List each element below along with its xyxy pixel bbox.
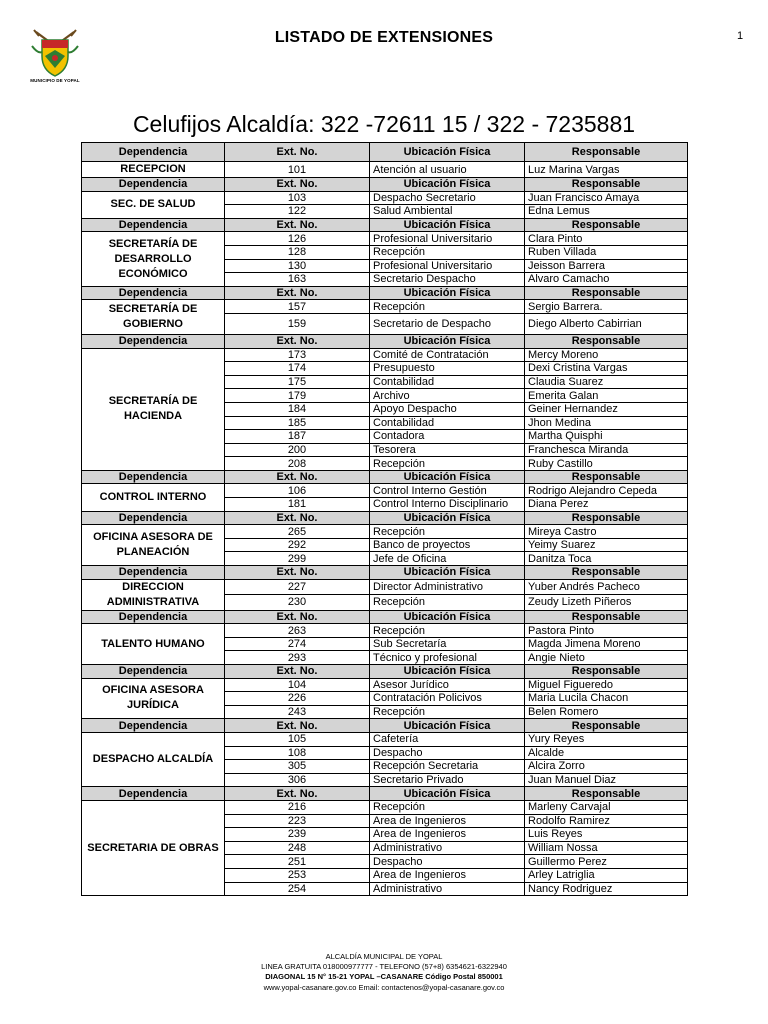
location-cell: Control Interno Gestión — [370, 484, 525, 498]
location-cell: Despacho — [370, 746, 525, 760]
column-header: Ext. No. — [225, 286, 370, 300]
table-row — [82, 624, 688, 638]
responsible-cell: Luz Marina Vargas — [525, 162, 688, 178]
column-header: Ext. No. — [225, 665, 370, 679]
extension-cell: 248 — [225, 841, 370, 855]
extension-cell: 163 — [225, 273, 370, 287]
dependencia-cell: SECRETARÍA DE GOBIERNO — [82, 300, 225, 335]
column-header: Dependencia — [82, 143, 225, 162]
table-header-row — [82, 218, 688, 232]
column-header: Dependencia — [82, 787, 225, 801]
extension-cell: 101 — [225, 162, 370, 178]
extension-cell: 299 — [225, 552, 370, 566]
table-row — [82, 484, 688, 498]
responsible-cell: Yuber Andrés Pacheco — [525, 579, 688, 595]
table-header-row — [82, 334, 688, 348]
responsible-cell: Geiner Hernandez — [525, 402, 688, 416]
table-header-row — [82, 286, 688, 300]
extension-cell: 126 — [225, 232, 370, 246]
column-header: Dependencia — [82, 178, 225, 192]
responsible-cell: Juan Manuel Diaz — [525, 773, 688, 787]
extension-cell: 274 — [225, 637, 370, 651]
table-header-row — [82, 566, 688, 580]
column-header: Ubicación Física — [370, 178, 525, 192]
table-row — [82, 191, 688, 205]
responsible-cell: Pastora Pinto — [525, 624, 688, 638]
dependencia-cell: SECRETARIA DE OBRAS — [82, 800, 225, 895]
responsible-cell: Nancy Rodriguez — [525, 882, 688, 896]
extension-cell: 253 — [225, 868, 370, 882]
location-cell: Salud Ambiental — [370, 205, 525, 219]
extension-cell: 185 — [225, 416, 370, 430]
column-header: Responsable — [525, 286, 688, 300]
page-number: 1 — [737, 30, 744, 42]
column-header: Ubicación Física — [370, 787, 525, 801]
location-cell: Despacho — [370, 855, 525, 869]
column-header: Responsable — [525, 511, 688, 525]
column-header: Responsable — [525, 218, 688, 232]
footer-org: ALCALDÍA MUNICIPAL DE YOPAL — [325, 952, 443, 961]
location-cell: Recepción — [370, 595, 525, 611]
extension-cell: 173 — [225, 348, 370, 362]
extension-cell: 128 — [225, 245, 370, 259]
responsible-cell: Sergio Barrera. — [525, 300, 688, 314]
responsible-cell: Franchesca Miranda — [525, 443, 688, 457]
dependencia-cell: DESPACHO ALCALDÍA — [82, 732, 225, 786]
responsible-cell: Mercy Moreno — [525, 348, 688, 362]
responsible-cell: Diana Perez — [525, 498, 688, 512]
location-cell: Secretario Privado — [370, 773, 525, 787]
responsible-cell: Angie Nieto — [525, 651, 688, 665]
dependencia-cell: OFICINA ASESORA JURÍDICA — [82, 678, 225, 719]
responsible-cell: Guillermo Perez — [525, 855, 688, 869]
responsible-cell: Ruby Castillo — [525, 457, 688, 471]
extension-cell: 179 — [225, 389, 370, 403]
table-row — [82, 579, 688, 595]
location-cell: Despacho Secretario — [370, 191, 525, 205]
extension-cell: 184 — [225, 402, 370, 416]
extensions-table — [81, 142, 688, 896]
column-header: Responsable — [525, 719, 688, 733]
responsible-cell: Edna Lemus — [525, 205, 688, 219]
dependencia-cell: DIRECCION ADMINISTRATIVA — [82, 579, 225, 610]
responsible-cell: Rodolfo Ramirez — [525, 814, 688, 828]
responsible-cell: Arley Latriglia — [525, 868, 688, 882]
extension-cell: 187 — [225, 430, 370, 444]
responsible-cell: Emerita Galan — [525, 389, 688, 403]
location-cell: Archivo — [370, 389, 525, 403]
location-cell: Profesional Universitario — [370, 259, 525, 273]
column-header: Ext. No. — [225, 787, 370, 801]
location-cell: Administrativo — [370, 882, 525, 896]
column-header: Ubicación Física — [370, 334, 525, 348]
location-cell: Area de Ingenieros — [370, 814, 525, 828]
location-cell: Tesorera — [370, 443, 525, 457]
column-header: Responsable — [525, 665, 688, 679]
location-cell: Recepción — [370, 525, 525, 539]
column-header: Responsable — [525, 334, 688, 348]
location-cell: Recepción — [370, 245, 525, 259]
responsible-cell: Yury Reyes — [525, 732, 688, 746]
column-header: Dependencia — [82, 218, 225, 232]
table-header-row — [82, 178, 688, 192]
column-header: Dependencia — [82, 511, 225, 525]
location-cell: Sub Secretaría — [370, 637, 525, 651]
extension-cell: 104 — [225, 678, 370, 692]
location-cell: Asesor Jurídico — [370, 678, 525, 692]
location-cell: Atención al usuario — [370, 162, 525, 178]
location-cell: Secretario Despacho — [370, 273, 525, 287]
location-cell: Banco de proyectos — [370, 538, 525, 552]
column-header: Responsable — [525, 610, 688, 624]
responsible-cell: Rodrigo Alejandro Cepeda — [525, 484, 688, 498]
location-cell: Apoyo Despacho — [370, 402, 525, 416]
location-cell: Recepción — [370, 705, 525, 719]
location-cell: Administrativo — [370, 841, 525, 855]
table-row — [82, 162, 688, 178]
table-header-row — [82, 511, 688, 525]
extension-cell: 223 — [225, 814, 370, 828]
extension-cell: 208 — [225, 457, 370, 471]
extension-cell: 263 — [225, 624, 370, 638]
location-cell: Recepción — [370, 457, 525, 471]
column-header: Ubicación Física — [370, 665, 525, 679]
extension-cell: 175 — [225, 375, 370, 389]
table-header-row — [82, 665, 688, 679]
dependencia-cell: CONTROL INTERNO — [82, 484, 225, 511]
table-header-row — [82, 719, 688, 733]
responsible-cell: Mireya Castro — [525, 525, 688, 539]
table-row — [82, 525, 688, 539]
column-header: Dependencia — [82, 470, 225, 484]
column-header: Dependencia — [82, 334, 225, 348]
extension-cell: 106 — [225, 484, 370, 498]
responsible-cell: Miguel Figueredo — [525, 678, 688, 692]
column-header: Dependencia — [82, 719, 225, 733]
location-cell: Presupuesto — [370, 362, 525, 376]
responsible-cell: Danitza Toca — [525, 552, 688, 566]
column-header: Dependencia — [82, 286, 225, 300]
footer-phone: LINEA GRATUITA 018000977777 - TELEFONO (57+8) 6354621-6322940 — [261, 962, 507, 972]
location-cell: Director Administrativo — [370, 579, 525, 595]
location-cell: Recepción — [370, 624, 525, 638]
location-cell: Recepción — [370, 300, 525, 314]
dependencia-cell: OFICINA ASESORA DE PLANEACIÓN — [82, 525, 225, 566]
extension-cell: 227 — [225, 579, 370, 595]
document-title: LISTADO DE EXTENSIONES — [274, 29, 494, 46]
column-header: Dependencia — [82, 566, 225, 580]
location-cell: Contadora — [370, 430, 525, 444]
column-header: Ext. No. — [225, 719, 370, 733]
dependencia-cell: RECEPCION — [82, 162, 225, 178]
extension-cell: 226 — [225, 692, 370, 706]
table-row — [82, 800, 688, 814]
location-cell: Jefe de Oficina — [370, 552, 525, 566]
column-header: Ubicación Física — [370, 218, 525, 232]
extension-cell: 122 — [225, 205, 370, 219]
extension-cell: 105 — [225, 732, 370, 746]
location-cell: Comité de Contratación — [370, 348, 525, 362]
location-cell: Técnico y profesional — [370, 651, 525, 665]
column-header: Ubicación Física — [370, 143, 525, 162]
extension-cell: 239 — [225, 828, 370, 842]
column-header: Ubicación Física — [370, 470, 525, 484]
column-header: Ubicación Física — [370, 511, 525, 525]
extension-cell: 181 — [225, 498, 370, 512]
location-cell: Contabilidad — [370, 416, 525, 430]
table-header-row — [82, 470, 688, 484]
location-cell: Area de Ingenieros — [370, 868, 525, 882]
dependencia-cell: SECRETARÍA DE HACIENDA — [82, 348, 225, 470]
responsible-cell: Alcira Zorro — [525, 760, 688, 774]
celufijos-headline: Celufijos Alcaldía: 322 -72611 15 / 322 - 7235881 — [132, 111, 636, 137]
responsible-cell: Jhon Medina — [525, 416, 688, 430]
column-header: Dependencia — [82, 665, 225, 679]
column-header: Ext. No. — [225, 610, 370, 624]
column-header: Ubicación Física — [370, 719, 525, 733]
dependencia-cell: SECRETARÍA DE DESARROLLO ECONÓMICO — [82, 232, 225, 286]
column-header: Responsable — [525, 787, 688, 801]
extension-cell: 292 — [225, 538, 370, 552]
column-header: Ubicación Física — [370, 566, 525, 580]
responsible-cell: Ruben Villada — [525, 245, 688, 259]
column-header: Responsable — [525, 143, 688, 162]
responsible-cell: Alcalde — [525, 746, 688, 760]
column-header: Ext. No. — [225, 143, 370, 162]
table-row — [82, 300, 688, 314]
extension-cell: 254 — [225, 882, 370, 896]
location-cell: Contratación Policivos — [370, 692, 525, 706]
column-header: Ubicación Física — [370, 286, 525, 300]
extension-cell: 159 — [225, 313, 370, 334]
table-row — [82, 348, 688, 362]
extension-cell: 174 — [225, 362, 370, 376]
footer-address: DIAGONAL 15 N° 15-21 YOPAL –CASANARE Código Postal 850001 — [265, 972, 503, 982]
responsible-cell: Dexi Cristina Vargas — [525, 362, 688, 376]
extension-cell: 103 — [225, 191, 370, 205]
extension-cell: 130 — [225, 259, 370, 273]
table-header-row — [82, 610, 688, 624]
location-cell: Area de Ingenieros — [370, 828, 525, 842]
location-cell: Recepción — [370, 800, 525, 814]
extension-cell: 200 — [225, 443, 370, 457]
column-header: Ext. No. — [225, 178, 370, 192]
extension-cell: 243 — [225, 705, 370, 719]
location-cell: Secretario de Despacho — [370, 313, 525, 334]
location-cell: Profesional Universitario — [370, 232, 525, 246]
responsible-cell: Alvaro Camacho — [525, 273, 688, 287]
column-header: Ubicación Física — [370, 610, 525, 624]
table-row — [82, 232, 688, 246]
responsible-cell: Belen Romero — [525, 705, 688, 719]
column-header: Ext. No. — [225, 470, 370, 484]
extension-cell: 230 — [225, 595, 370, 611]
responsible-cell: Yeimy Suarez — [525, 538, 688, 552]
table-header-row — [82, 787, 688, 801]
responsible-cell: Maria Lucila Chacon — [525, 692, 688, 706]
column-header: Responsable — [525, 566, 688, 580]
column-header: Responsable — [525, 470, 688, 484]
dependencia-cell: SEC. DE SALUD — [82, 191, 225, 218]
table-row — [82, 678, 688, 692]
column-header: Responsable — [525, 178, 688, 192]
location-cell: Recepción Secretaria — [370, 760, 525, 774]
footer-web-email: www.yopal-casanare.gov.co Email: contactenos@yopal-casanare.gov.co — [263, 982, 505, 992]
location-cell: Contabilidad — [370, 375, 525, 389]
dependencia-cell: TALENTO HUMANO — [82, 624, 225, 665]
extension-cell: 293 — [225, 651, 370, 665]
column-header: Ext. No. — [225, 334, 370, 348]
location-cell: Control Interno Disciplinario — [370, 498, 525, 512]
logo-caption: MUNICIPIO DE YOPAL — [30, 78, 80, 83]
responsible-cell: William Nossa — [525, 841, 688, 855]
responsible-cell: Martha Quisphi — [525, 430, 688, 444]
responsible-cell: Luis Reyes — [525, 828, 688, 842]
responsible-cell: Magda Jimena Moreno — [525, 637, 688, 651]
extension-cell: 251 — [225, 855, 370, 869]
column-header: Ext. No. — [225, 566, 370, 580]
responsible-cell: Zeudy Lizeth Piñeros — [525, 595, 688, 611]
extension-cell: 157 — [225, 300, 370, 314]
footer — [0, 952, 768, 993]
extension-cell: 265 — [225, 525, 370, 539]
table-header-row — [82, 143, 688, 162]
responsible-cell: Diego Alberto Cabirrian — [525, 313, 688, 334]
responsible-cell: Clara Pinto — [525, 232, 688, 246]
column-header: Ext. No. — [225, 511, 370, 525]
responsible-cell: Juan Francisco Amaya — [525, 191, 688, 205]
location-cell: Cafetería — [370, 732, 525, 746]
responsible-cell: Marleny Carvajal — [525, 800, 688, 814]
extension-cell: 306 — [225, 773, 370, 787]
extension-cell: 108 — [225, 746, 370, 760]
column-header: Ext. No. — [225, 218, 370, 232]
table-row — [82, 732, 688, 746]
column-header: Dependencia — [82, 610, 225, 624]
responsible-cell: Jeisson Barrera — [525, 259, 688, 273]
extension-cell: 216 — [225, 800, 370, 814]
responsible-cell: Claudia Suarez — [525, 375, 688, 389]
extension-cell: 305 — [225, 760, 370, 774]
